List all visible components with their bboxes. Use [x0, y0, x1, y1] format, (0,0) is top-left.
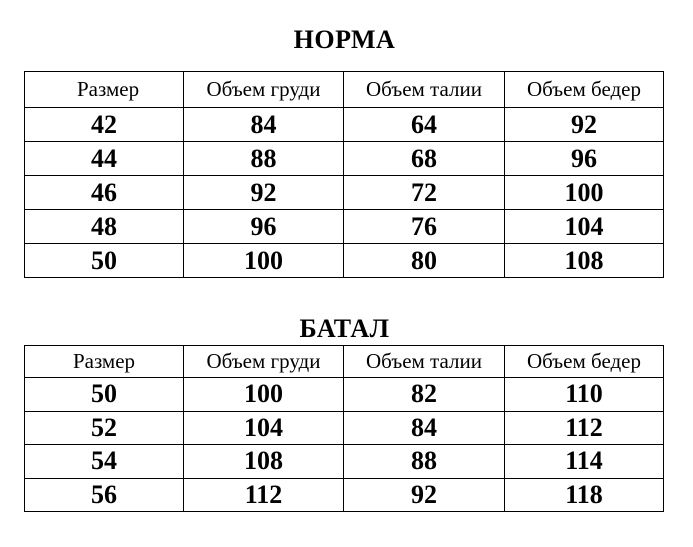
- table-header-row: [25, 346, 664, 378]
- cell-hips: 108: [505, 244, 664, 278]
- cell-waist: 82: [344, 378, 505, 412]
- cell-waist: 88: [344, 445, 505, 479]
- batal-size-table: [24, 345, 664, 512]
- cell-hips: 96: [505, 142, 664, 176]
- cell-bust: 84: [184, 108, 344, 142]
- table-row: [25, 478, 664, 512]
- cell-size: 50: [25, 378, 184, 412]
- cell-waist: 68: [344, 142, 505, 176]
- cell-bust: 104: [184, 411, 344, 445]
- cell-size: 46: [25, 176, 184, 210]
- header-size: Размер: [25, 72, 184, 108]
- table-row: [25, 176, 664, 210]
- header-waist: Объем талии: [344, 72, 505, 108]
- cell-waist: 84: [344, 411, 505, 445]
- cell-hips: 104: [505, 210, 664, 244]
- table-row: [25, 378, 664, 412]
- cell-bust: 100: [184, 244, 344, 278]
- cell-hips: 100: [505, 176, 664, 210]
- table-row: [25, 244, 664, 278]
- table-row: [25, 142, 664, 176]
- header-size: Размер: [25, 346, 184, 378]
- cell-size: 50: [25, 244, 184, 278]
- cell-hips: 112: [505, 411, 664, 445]
- cell-bust: 92: [184, 176, 344, 210]
- table-row: [25, 108, 664, 142]
- header-hips: Объем бедер: [505, 346, 664, 378]
- cell-size: 42: [25, 108, 184, 142]
- cell-bust: 108: [184, 445, 344, 479]
- cell-hips: 92: [505, 108, 664, 142]
- cell-size: 44: [25, 142, 184, 176]
- table-header-row: [25, 72, 664, 108]
- cell-bust: 96: [184, 210, 344, 244]
- header-hips: Объем бедер: [505, 72, 664, 108]
- cell-waist: 64: [344, 108, 505, 142]
- cell-bust: 88: [184, 142, 344, 176]
- table-row: [25, 210, 664, 244]
- cell-size: 52: [25, 411, 184, 445]
- header-waist: Объем талии: [344, 346, 505, 378]
- cell-bust: 112: [184, 478, 344, 512]
- cell-waist: 80: [344, 244, 505, 278]
- cell-waist: 76: [344, 210, 505, 244]
- cell-waist: 92: [344, 478, 505, 512]
- norma-title: НОРМА: [293, 25, 396, 54]
- batal-title: БАТАЛ: [299, 314, 390, 343]
- cell-size: 48: [25, 210, 184, 244]
- cell-size: 54: [25, 445, 184, 479]
- cell-hips: 114: [505, 445, 664, 479]
- cell-hips: 118: [505, 478, 664, 512]
- norma-size-table: [24, 71, 664, 278]
- header-bust: Объем груди: [184, 72, 344, 108]
- header-bust: Объем груди: [184, 346, 344, 378]
- table-row: [25, 411, 664, 445]
- cell-size: 56: [25, 478, 184, 512]
- cell-waist: 72: [344, 176, 505, 210]
- table-row: [25, 445, 664, 479]
- cell-bust: 100: [184, 378, 344, 412]
- cell-hips: 110: [505, 378, 664, 412]
